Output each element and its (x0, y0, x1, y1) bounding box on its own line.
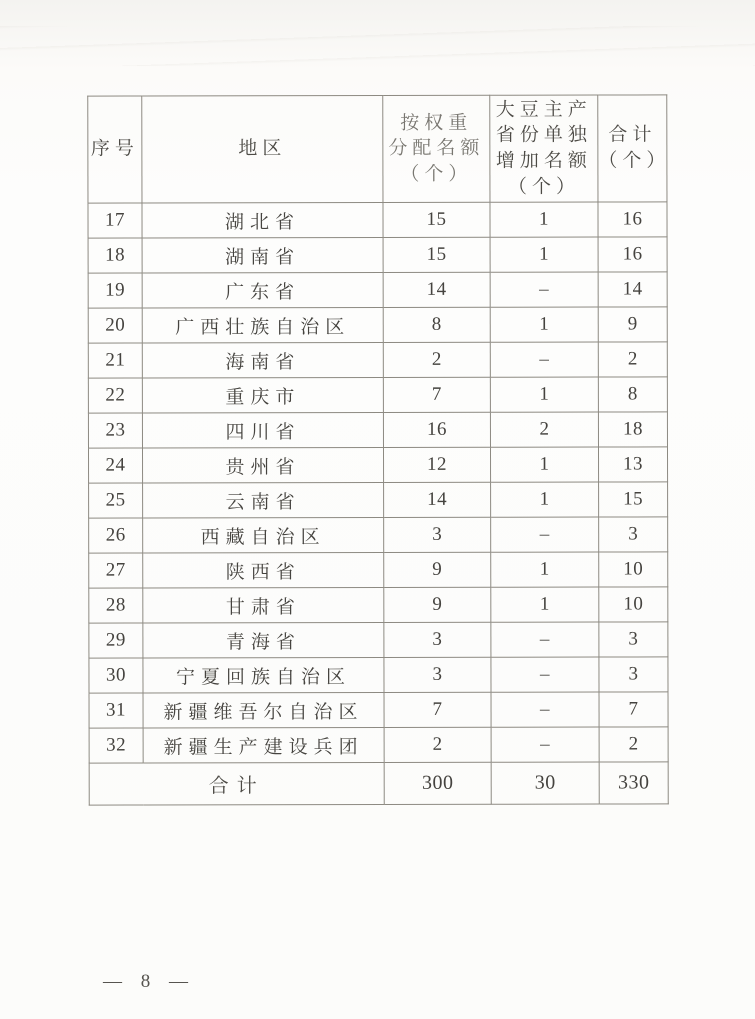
cell-serial-number: 32 (89, 728, 143, 763)
cell-region: 贵州省 (142, 447, 383, 483)
cell-total: 2 (599, 727, 668, 762)
cell-region: 青海省 (143, 622, 384, 658)
cell-region: 海南省 (142, 342, 383, 378)
header-serial-number: 序号 (88, 96, 142, 203)
table-header (88, 95, 671, 203)
cell-total: 10 (599, 552, 668, 587)
cell-soybean-quota: – (490, 272, 598, 307)
header-total: 合计 （个） (598, 95, 667, 202)
cell-total: 9 (598, 307, 667, 342)
cell-soybean-quota: 2 (490, 412, 598, 447)
footer-total: 330 (599, 762, 668, 804)
header-weight-quota: 按权重 分配名额 （个） (383, 95, 490, 202)
cell-weight-quota: 7 (383, 377, 490, 412)
cell-serial-number: 31 (89, 693, 143, 728)
scan-artifact (0, 26, 755, 66)
footer-row (89, 762, 668, 805)
cell-serial-number: 27 (89, 553, 143, 588)
cell-soybean-quota: – (491, 692, 599, 727)
table-row (88, 307, 667, 343)
table-row (88, 342, 667, 378)
cell-region: 云南省 (143, 482, 384, 518)
cell-serial-number: 21 (88, 343, 142, 378)
cell-total: 18 (598, 412, 667, 447)
header-row (88, 95, 667, 203)
footer-weight-quota: 300 (384, 762, 491, 804)
cell-serial-number: 17 (88, 203, 142, 238)
cell-total: 14 (598, 272, 667, 307)
cell-soybean-quota: – (491, 727, 599, 762)
cell-soybean-quota: – (491, 517, 599, 552)
cell-total: 15 (599, 482, 668, 517)
cell-serial-number: 30 (89, 658, 143, 693)
cell-total: 2 (598, 342, 667, 377)
table-row (88, 272, 667, 308)
cell-region: 宁夏回族自治区 (143, 657, 384, 693)
cell-serial-number: 26 (89, 518, 143, 553)
cell-soybean-quota: – (491, 622, 599, 657)
cell-weight-quota: 14 (384, 482, 491, 517)
cell-total: 16 (598, 202, 667, 237)
cell-weight-quota: 2 (384, 727, 491, 762)
cell-weight-quota: 14 (383, 272, 490, 307)
table-row (89, 692, 668, 728)
table-row (88, 202, 667, 238)
cell-weight-quota: 8 (383, 307, 490, 342)
cell-region: 陕西省 (143, 552, 384, 588)
cell-weight-quota: 9 (384, 552, 491, 587)
table-row (89, 657, 668, 693)
table-row (89, 517, 668, 553)
cell-weight-quota: 15 (383, 237, 490, 272)
cell-soybean-quota: 1 (490, 307, 598, 342)
page-number: — 8 — (103, 971, 195, 992)
cell-region: 四川省 (142, 412, 383, 448)
header-region: 地区 (142, 95, 383, 203)
cell-region: 湖南省 (142, 237, 383, 273)
footer-label-total: 合计 (89, 762, 384, 805)
cell-total: 10 (599, 587, 668, 622)
cell-serial-number: 24 (88, 448, 142, 483)
cell-soybean-quota: 1 (491, 552, 599, 587)
cell-soybean-quota: 1 (490, 237, 598, 272)
cell-weight-quota: 16 (383, 412, 490, 447)
table-row (88, 237, 667, 273)
cell-serial-number: 19 (88, 273, 142, 308)
cell-region: 广西壮族自治区 (142, 307, 383, 343)
cell-total: 3 (599, 657, 668, 692)
cell-serial-number: 18 (88, 238, 142, 273)
cell-soybean-quota: 1 (490, 447, 598, 482)
cell-soybean-quota: 1 (491, 587, 599, 622)
table-row (89, 727, 668, 763)
cell-serial-number: 22 (88, 378, 142, 413)
cell-weight-quota: 7 (384, 692, 491, 727)
header-soybean-quota: 大豆主产 省份单独 增加名额 （个） (490, 95, 598, 202)
cell-serial-number: 23 (88, 413, 142, 448)
table-row (89, 552, 668, 588)
cell-weight-quota: 15 (383, 202, 490, 237)
cell-serial-number: 29 (89, 623, 143, 658)
table-row (89, 587, 668, 623)
cell-soybean-quota: 1 (490, 202, 598, 237)
table-row (89, 622, 668, 658)
table-footer (89, 762, 668, 805)
table-row (89, 482, 668, 518)
cell-total: 13 (598, 447, 667, 482)
table-row (88, 377, 667, 413)
cell-total: 3 (599, 622, 668, 657)
cell-soybean-quota: 1 (491, 482, 599, 517)
cell-weight-quota: 2 (383, 342, 490, 377)
cell-total: 8 (598, 377, 667, 412)
cell-region: 甘肃省 (143, 587, 384, 623)
cell-total: 16 (598, 237, 667, 272)
cell-serial-number: 25 (89, 483, 143, 518)
cell-weight-quota: 3 (384, 517, 491, 552)
cell-weight-quota: 3 (384, 657, 491, 692)
cell-total: 3 (599, 517, 668, 552)
cell-region: 西藏自治区 (143, 517, 384, 553)
cell-serial-number: 20 (88, 308, 142, 343)
cell-weight-quota: 3 (384, 622, 491, 657)
cell-soybean-quota: – (490, 342, 598, 377)
table-body (88, 202, 668, 763)
cell-weight-quota: 12 (383, 447, 490, 482)
cell-total: 7 (599, 692, 668, 727)
table-row (88, 412, 667, 448)
quota-allocation-table (87, 94, 671, 805)
cell-region: 广东省 (142, 272, 383, 308)
table-row (88, 447, 667, 483)
cell-soybean-quota: 1 (490, 377, 598, 412)
cell-region: 湖北省 (142, 202, 383, 238)
cell-soybean-quota: – (491, 657, 599, 692)
cell-weight-quota: 9 (384, 587, 491, 622)
cell-region: 新疆生产建设兵团 (143, 727, 384, 763)
cell-region: 重庆市 (142, 377, 383, 413)
footer-soybean-quota: 30 (491, 762, 599, 804)
cell-serial-number: 28 (89, 588, 143, 623)
cell-region: 新疆维吾尔自治区 (143, 692, 384, 728)
